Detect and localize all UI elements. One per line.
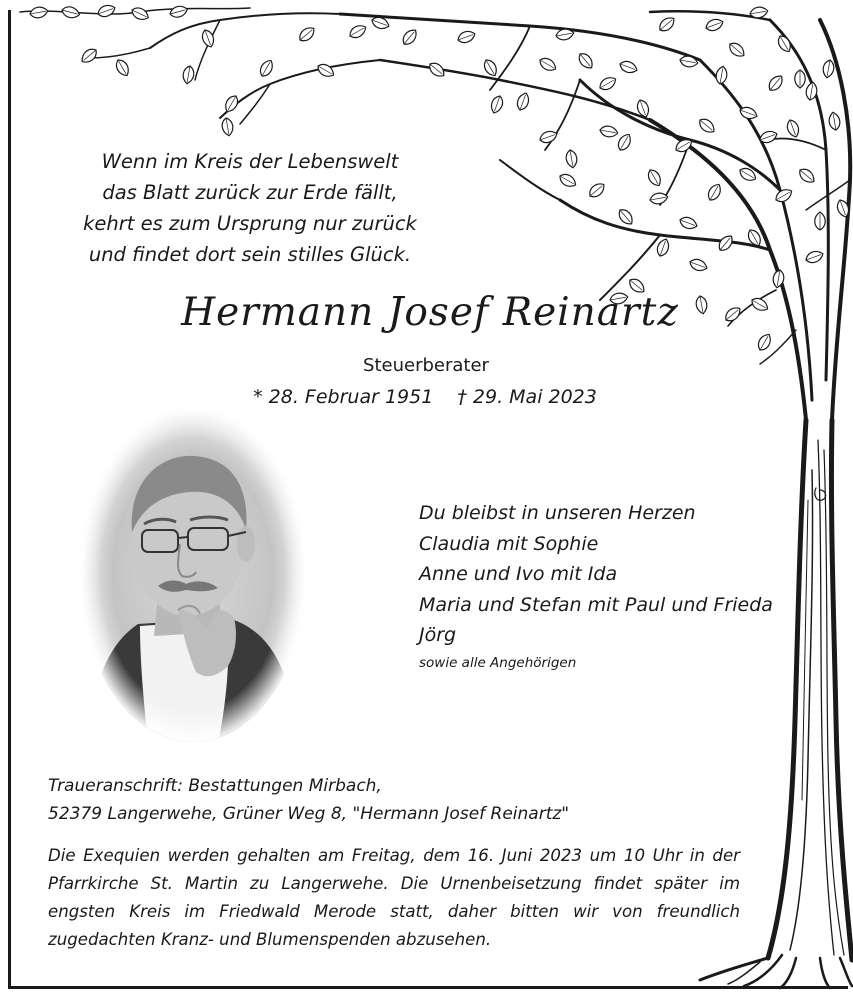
- mourning-address: [48, 772, 688, 828]
- funeral-service-info: Die Exequien werden gehalten am Freitag, dem 16. Juni 2023 um 10 Uhr in der Pfarrkirche St. Martin zu Langerwehe. Die Urnenbeisetzung findet später im engsten Kreis im Friedwald Merode statt, daher bitten wir von freundlich zugedachten Kranz- und Blumenspenden abzusehen.: [48, 846, 740, 949]
- mourner-line: Maria und Stefan mit Paul und Frieda: [419, 593, 773, 616]
- mourners-list: [419, 498, 839, 675]
- deceased-profession: Steuerberater: [363, 355, 489, 376]
- mourner-line: Anne und Ivo mit Ida: [419, 563, 618, 586]
- mourner-line: Jörg: [419, 624, 457, 647]
- mourner-line: Du bleibst in unseren Herzen: [419, 502, 696, 524]
- poem-line: und findet dort sein stilles Glück.: [88, 243, 412, 266]
- address-line-1: Traueranschrift: Bestattungen Mirbach,: [48, 776, 382, 796]
- address-line-2: 52379 Langerwehe, Grüner Weg 8, "Hermann Josef Reinartz": [48, 804, 570, 824]
- poem-line: das Blatt zurück zur Erde fällt,: [102, 181, 398, 204]
- death-date: † 29. Mai 2023: [457, 386, 597, 408]
- birth-date: * 28. Februar 1951: [253, 386, 434, 408]
- portrait-photo: [78, 404, 308, 744]
- deceased-name: Hermann Josef Reinartz: [181, 290, 679, 335]
- poem-line: kehrt es zum Ursprung nur zurück: [83, 212, 417, 235]
- relatives-note: sowie alle Angehörigen: [419, 654, 577, 671]
- mourner-line: Claudia mit Sophie: [419, 532, 599, 555]
- memorial-poem: [30, 146, 470, 270]
- poem-line: Wenn im Kreis der Lebenswelt: [101, 150, 399, 173]
